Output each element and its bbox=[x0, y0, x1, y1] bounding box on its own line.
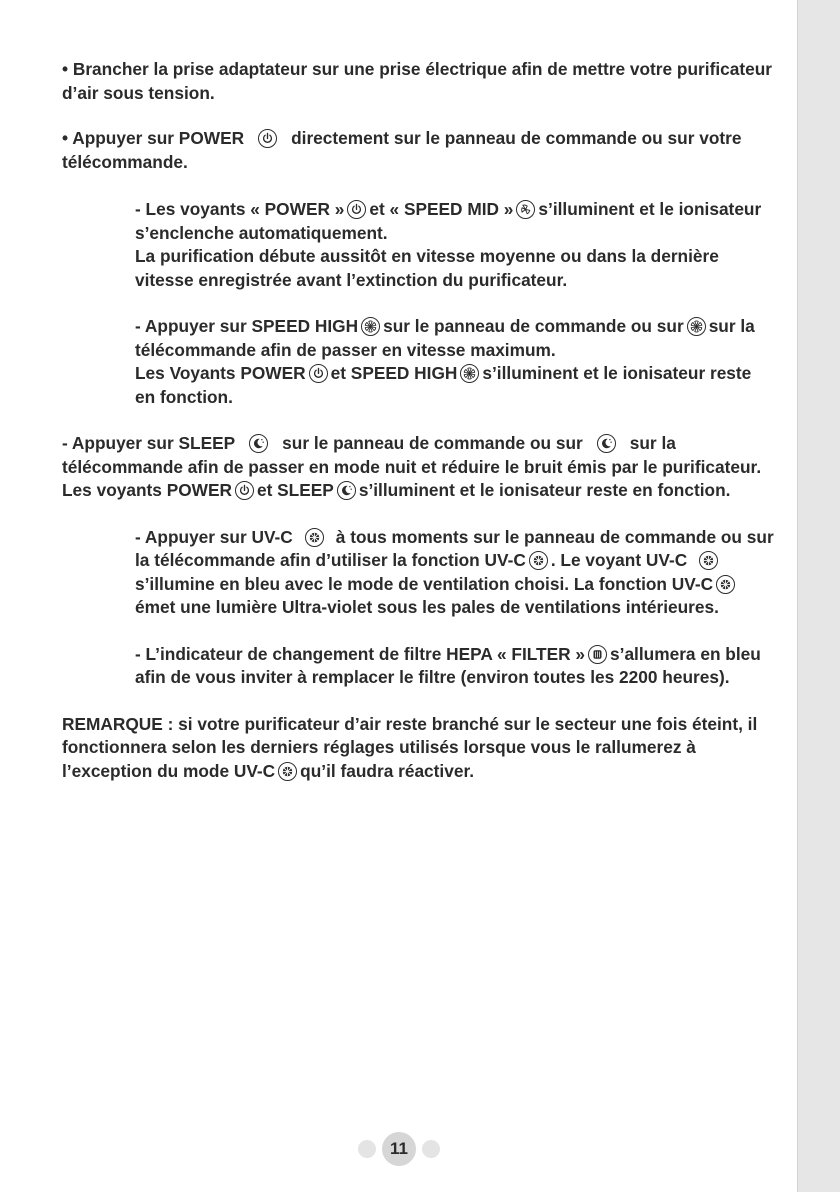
uvc-icon bbox=[529, 551, 548, 570]
document-body bbox=[62, 58, 776, 783]
uvc-icon bbox=[699, 551, 718, 570]
paragraph-remark bbox=[62, 713, 776, 784]
paragraph-sleep bbox=[62, 432, 776, 503]
text: Les Voyants POWER bbox=[135, 363, 306, 383]
paragraph-power bbox=[62, 127, 776, 174]
page-footer bbox=[0, 1132, 798, 1166]
power-icon bbox=[309, 364, 328, 383]
text: - Appuyer sur SPEED HIGH bbox=[135, 316, 359, 336]
speed-high-icon bbox=[460, 364, 479, 383]
text: directement sur le panneau de commande ou sur votre télécommande. bbox=[62, 128, 742, 172]
speed-high-icon bbox=[687, 317, 706, 336]
uvc-icon bbox=[716, 575, 735, 594]
text: . Le voyant UV-C bbox=[550, 550, 688, 570]
text: s’illuminent et le ionisateur reste en fonction. bbox=[135, 363, 752, 407]
text: qu’il faudra réactiver. bbox=[300, 760, 475, 781]
paragraph-filter bbox=[62, 643, 776, 690]
power-icon bbox=[347, 200, 366, 219]
text: • Appuyer sur POWER bbox=[62, 128, 245, 148]
text: s’illumine en bleu avec le mode de ventilation choisi. La fonction UV-C bbox=[135, 573, 714, 594]
power-icon bbox=[235, 481, 254, 500]
page-side-bar bbox=[797, 0, 840, 1192]
text: sur le panneau de commande ou sur bbox=[282, 433, 583, 453]
text: - Les voyants « POWER » bbox=[135, 199, 345, 219]
text: - L’indicateur de changement de filtre HEPA « FILTER » bbox=[135, 643, 586, 664]
uvc-icon bbox=[278, 762, 297, 781]
footer-dot-right bbox=[422, 1140, 440, 1158]
sleep-icon bbox=[337, 481, 356, 500]
paragraph-uvc bbox=[62, 526, 776, 620]
text: - Appuyer sur UV-C bbox=[135, 526, 293, 547]
sleep-icon bbox=[597, 434, 616, 453]
footer-dot-left bbox=[358, 1140, 376, 1158]
text: et « SPEED MID » bbox=[369, 199, 514, 219]
text: • Brancher la prise adaptateur sur une prise électrique afin de mettre votre purificateur d’air sous tension. bbox=[62, 59, 772, 103]
page-number: 11 bbox=[382, 1132, 416, 1166]
power-icon bbox=[258, 129, 277, 148]
text: La purification débute aussitôt en vitesse moyenne ou dans la dernière vitesse enregistrée avant l’extinction du purificateur. bbox=[135, 246, 719, 290]
paragraph-leds-mid bbox=[62, 198, 776, 292]
text: - Appuyer sur SLEEP bbox=[62, 433, 236, 453]
text: sur la télécommande afin de passer en mode nuit et réduire le bruit émis par le purificateur. Les voyants POWER bbox=[62, 433, 762, 500]
text: REMARQUE : si votre purificateur d’air reste branché sur le secteur une fois éteint, il fonctionnera selon les derniers réglages utilisés lorsque vous le rallumerez à l’exception du mode UV-C bbox=[62, 713, 758, 781]
paragraph-plug-in bbox=[62, 58, 776, 105]
text: et SPEED HIGH bbox=[330, 363, 458, 383]
text: sur le panneau de commande ou sur bbox=[383, 316, 684, 336]
text: sur la télécommande afin de passer en vitesse maximum. bbox=[135, 316, 755, 360]
text: et SLEEP bbox=[256, 480, 334, 500]
text: s’illuminent et le ionisateur reste en fonction. bbox=[358, 480, 731, 500]
sleep-icon bbox=[249, 434, 268, 453]
speed-high-icon bbox=[361, 317, 380, 336]
text: à tous moments sur le panneau de commande ou sur la télécommande afin d’utiliser la fonction UV-C bbox=[135, 526, 774, 570]
text: émet une lumière Ultra-violet sous les pales de ventilations intérieures. bbox=[135, 597, 719, 617]
uvc-icon bbox=[305, 528, 324, 547]
speed-mid-icon bbox=[516, 200, 535, 219]
filter-icon bbox=[588, 645, 607, 664]
paragraph-speed-high bbox=[62, 315, 776, 409]
text: s’illuminent et le ionisateur s’enclenche automatiquement. bbox=[135, 199, 762, 243]
text: s’allumera en bleu afin de vous inviter à remplacer le filtre (environ toutes les 2200 heures). bbox=[135, 643, 761, 687]
